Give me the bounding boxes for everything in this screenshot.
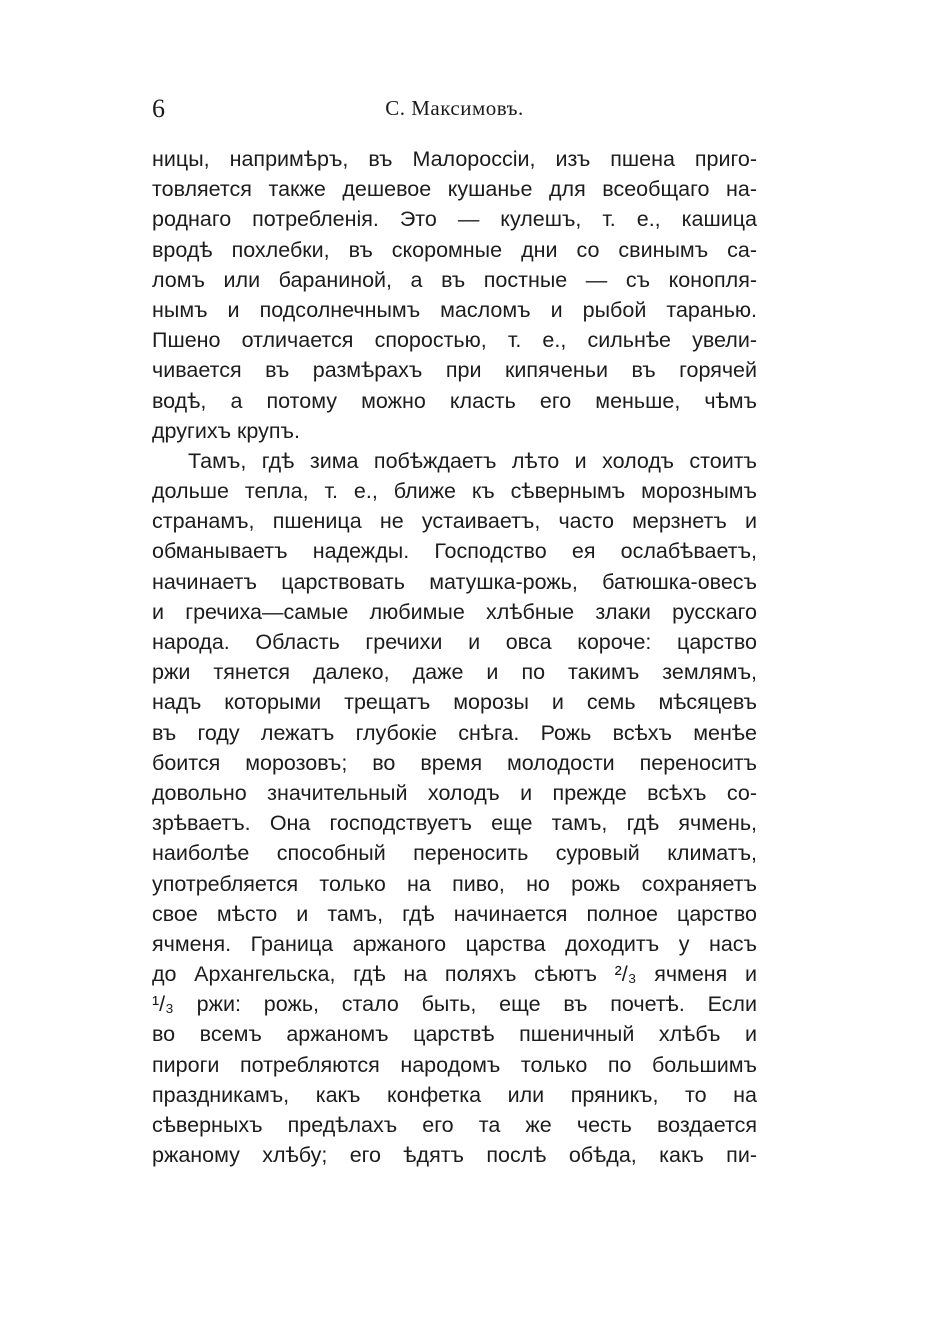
running-head: С. Максимовъ. — [385, 96, 524, 120]
text-line: народа. Область гречихи и овса короче: царство — [152, 630, 757, 654]
text-line: товляется также дешевое кушанье для всеобщаго на- — [152, 177, 757, 202]
text-line: нымъ и подсолнечнымъ масломъ и рыбой таранью. — [152, 297, 757, 322]
text-line: довольно значительный холодъ и прежде всѣхъ со- — [152, 780, 757, 805]
text-line: ржи тянется далеко, даже и по такимъ землямъ, — [152, 660, 757, 685]
text-line: во всемъ аржаномъ царствѣ пшеничный хлѣбъ и — [152, 1022, 757, 1047]
text-line: надъ которыми трещатъ морозы и семь мѣсяцевъ — [152, 690, 757, 715]
text-line: водѣ, а потому можно класть его меньше, чѣмъ — [152, 388, 757, 413]
text-line: роднаго потребленія. Это — кулешъ, т. е., кашица — [152, 207, 757, 232]
page-header — [152, 90, 757, 130]
body-text — [152, 144, 757, 1170]
text-line: начинаетъ царствовать матушка-рожь, батюшка-овесъ — [152, 569, 757, 594]
text-line: другихъ крупъ. — [152, 418, 300, 443]
text-line: боится морозовъ; во время молодости переноситъ — [152, 750, 757, 775]
text-line: чивается въ размѣрахъ при кипяченьи въ горячей — [152, 358, 757, 383]
text-line: ячменя. Граница аржаного царства доходитъ у насъ — [152, 931, 757, 956]
text-line: праздникамъ, какъ конфетка или пряникъ, то на — [152, 1082, 757, 1107]
text-line: наиболѣе способный переносить суровый климатъ, — [152, 841, 757, 866]
text-line: обманываетъ надежды. Господство ея ослабѣваетъ, — [152, 539, 757, 564]
text-line: употребляется только на пиво, но рожь сохраняетъ — [152, 871, 757, 896]
text-line: сѣверныхъ предѣлахъ его та же честь воздается — [152, 1113, 757, 1137]
text-line: въ году лежатъ глубокіе снѣга. Рожь всѣхъ менѣе — [152, 720, 757, 745]
text-line: зрѣваетъ. Она господствуетъ еще тамъ, гдѣ ячмень, — [152, 811, 757, 836]
text-line: свое мѣсто и тамъ, гдѣ начинается полное царство — [152, 901, 757, 926]
text-line: и гречиха—самые любимые хлѣбные злаки русскаго — [152, 599, 757, 624]
text-line: ¹/₃ ржи: рожь, стало быть, еще въ почетѣ. Если — [152, 992, 757, 1017]
text-line: Тамъ, гдѣ зима побѣждаетъ лѣто и холодъ стоитъ — [188, 448, 757, 473]
text-line: вродѣ похлебки, въ скоромные дни со свинымъ са- — [152, 237, 757, 262]
page-number: 6 — [152, 94, 165, 123]
text-line: ржаному хлѣбу; его ѣдятъ послѣ обѣда, какъ пи- — [152, 1143, 757, 1168]
text-line: до Архангельска, гдѣ на поляхъ сѣютъ ²/₃ ячменя и — [152, 962, 757, 987]
text-line: дольше тепла, т. е., ближе къ сѣвернымъ морознымъ — [152, 479, 757, 504]
text-line: ломъ или бараниной, а въ постные — съ конопля- — [152, 267, 757, 292]
text-line: Пшено отличается споростью, т. е., сильнѣе увели- — [152, 328, 757, 353]
text-line: странамъ, пшеница не устаиваетъ, часто мерзнетъ и — [152, 509, 757, 534]
text-line: пироги потребляются народомъ только по большимъ — [152, 1052, 757, 1077]
text-line: ницы, напримѣръ, въ Малороссіи, изъ пшена приго- — [152, 147, 757, 171]
